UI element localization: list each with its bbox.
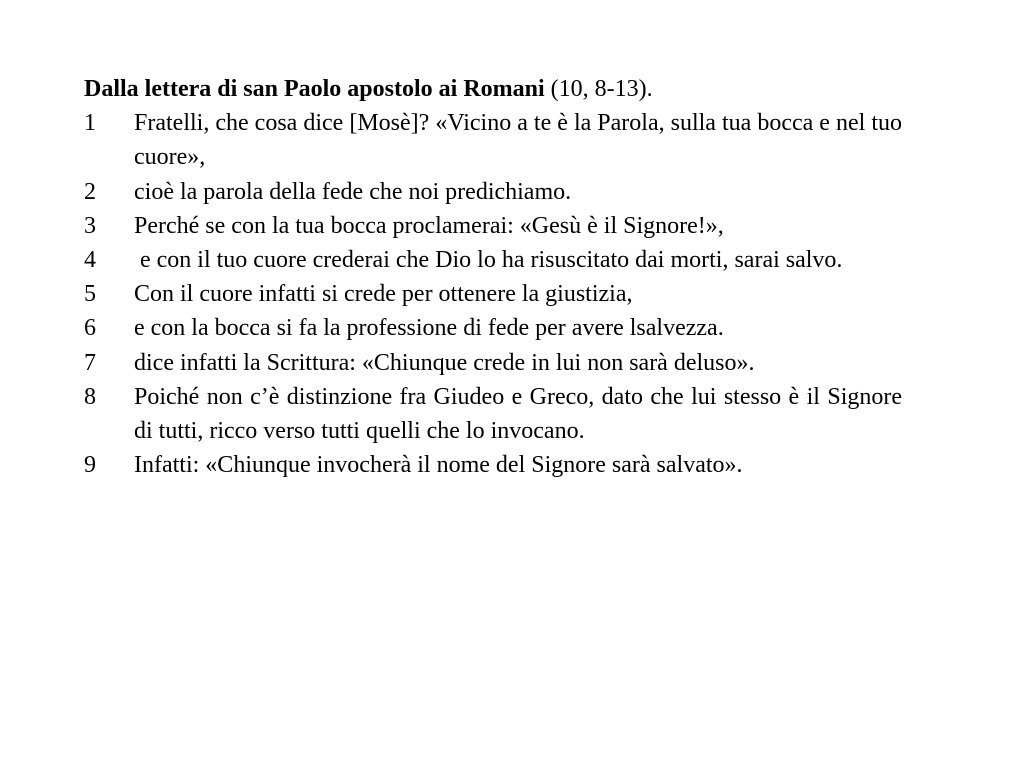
verse-list: [84, 106, 902, 482]
verse-number: 4: [84, 247, 96, 274]
verse-text: Fratelli, che cosa dice [Mosè]? «Vicino a te è la Parola, sulla tua bocca e nel tuo cuore»,: [134, 110, 902, 171]
verse-9: [84, 448, 902, 482]
verse-number: 8: [84, 383, 96, 410]
verse-number: 1: [84, 110, 96, 137]
passage-reference: (10, 8-13).: [550, 76, 653, 102]
verse-2: [84, 175, 902, 209]
verse-text: e con la bocca si fa la professione di fede per avere lsalvezza.: [134, 315, 724, 342]
verse-4: [84, 243, 902, 277]
verse-5: [84, 277, 902, 311]
verse-1: [84, 106, 902, 174]
verse-7: [84, 346, 902, 380]
verse-number: 6: [84, 315, 96, 342]
verse-8: [84, 380, 902, 448]
verse-text: Poiché non c’è distinzione fra Giudeo e Greco, dato che lui stesso è il Signore di tutti, ricco verso tutti quelli che lo invocano.: [134, 383, 902, 445]
verse-3: [84, 209, 902, 243]
verse-number: 3: [84, 212, 96, 239]
verse-text: Con il cuore infatti si crede per ottenere la giustizia,: [134, 281, 633, 308]
verse-text: Infatti: «Chiunque invocherà il nome del Signore sarà salvato».: [134, 452, 743, 479]
verse-number: 2: [84, 178, 96, 205]
verse-text: cioè la parola della fede che noi predichiamo.: [134, 178, 572, 205]
slide-content: [84, 72, 902, 482]
verse-number: 7: [84, 349, 96, 376]
verse-6: [84, 311, 902, 345]
verse-number: 5: [84, 281, 96, 308]
passage-heading: [84, 72, 902, 106]
passage-title: Dalla lettera di san Paolo apostolo ai Romani: [84, 76, 545, 102]
verse-text: Perché se con la tua bocca proclamerai: «Gesù è il Signore!»,: [134, 212, 724, 239]
verse-text: dice infatti la Scrittura: «Chiunque crede in lui non sarà deluso».: [134, 349, 755, 376]
verse-number: 9: [84, 452, 96, 479]
verse-text: e con il tuo cuore crederai che Dio lo ha risuscitato dai morti, sarai salvo.: [134, 247, 843, 274]
